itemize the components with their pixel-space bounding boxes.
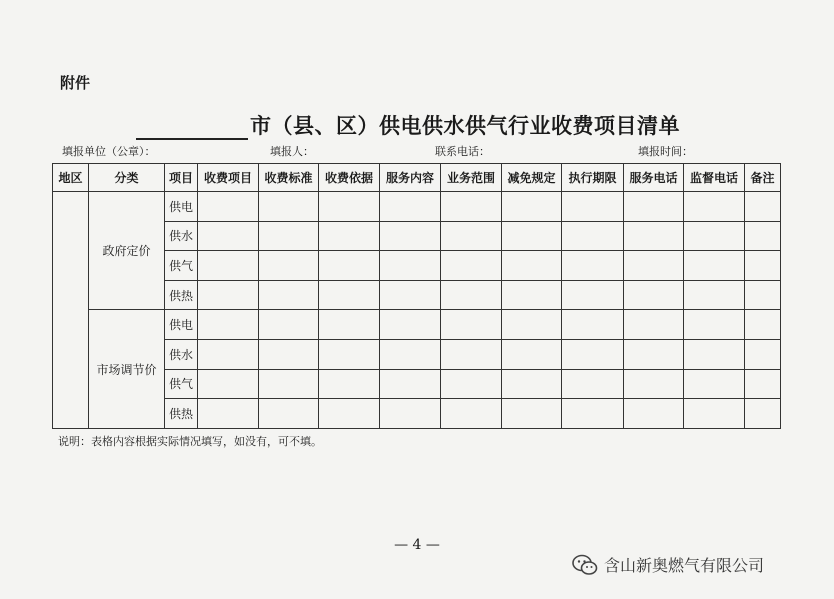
- item-cell: 供热: [165, 280, 198, 310]
- blank-input-cell[interactable]: [745, 280, 781, 310]
- watermark-text: 含山新奥燃气有限公司: [604, 556, 765, 575]
- blank-input-cell[interactable]: [441, 339, 502, 369]
- header-business-scope: 业务范围: [441, 164, 502, 192]
- blank-input-cell[interactable]: [319, 280, 380, 310]
- meta-time: 填报时间：: [638, 145, 693, 158]
- header-fee-item: 收费项目: [198, 164, 259, 192]
- blank-input-cell[interactable]: [562, 280, 624, 310]
- blank-input-cell[interactable]: [198, 399, 259, 429]
- blank-input-cell[interactable]: [684, 399, 745, 429]
- table-header-row: [53, 164, 781, 192]
- header-category: 分类: [89, 164, 165, 192]
- blank-input-cell[interactable]: [502, 399, 562, 429]
- blank-input-cell[interactable]: [624, 221, 684, 251]
- header-period: 执行期限: [562, 164, 624, 192]
- region-cell[interactable]: [53, 192, 89, 429]
- wechat-icon: [572, 554, 598, 576]
- blank-input-cell[interactable]: [319, 339, 380, 369]
- blank-input-cell[interactable]: [745, 221, 781, 251]
- item-cell: 供水: [165, 339, 198, 369]
- blank-input-cell[interactable]: [259, 192, 319, 222]
- blank-input-cell[interactable]: [319, 369, 380, 399]
- table-row: [53, 310, 781, 340]
- blank-input-cell[interactable]: [380, 221, 441, 251]
- blank-input-cell[interactable]: [380, 369, 441, 399]
- header-service-phone: 服务电话: [624, 164, 684, 192]
- category-cell: 政府定价: [89, 192, 165, 310]
- category-cell: 市场调节价: [89, 310, 165, 428]
- blank-input-cell[interactable]: [380, 339, 441, 369]
- blank-input-cell[interactable]: [624, 399, 684, 429]
- header-service-content: 服务内容: [380, 164, 441, 192]
- blank-input-cell[interactable]: [259, 251, 319, 281]
- blank-input-cell[interactable]: [198, 221, 259, 251]
- blank-input-cell[interactable]: [562, 310, 624, 340]
- title-blank-line: [136, 114, 248, 140]
- blank-input-cell[interactable]: [380, 251, 441, 281]
- blank-input-cell[interactable]: [684, 221, 745, 251]
- blank-input-cell[interactable]: [441, 310, 502, 340]
- blank-input-cell[interactable]: [380, 310, 441, 340]
- header-supervision-phone: 监督电话: [684, 164, 745, 192]
- blank-input-cell[interactable]: [259, 310, 319, 340]
- blank-input-cell[interactable]: [319, 192, 380, 222]
- blank-input-cell[interactable]: [441, 221, 502, 251]
- blank-input-cell[interactable]: [624, 192, 684, 222]
- watermark: [572, 553, 764, 576]
- blank-input-cell[interactable]: [502, 339, 562, 369]
- blank-input-cell[interactable]: [745, 369, 781, 399]
- title-row: [136, 108, 680, 140]
- blank-input-cell[interactable]: [198, 339, 259, 369]
- blank-input-cell[interactable]: [441, 399, 502, 429]
- blank-input-cell[interactable]: [502, 280, 562, 310]
- blank-input-cell[interactable]: [441, 251, 502, 281]
- blank-input-cell[interactable]: [441, 192, 502, 222]
- blank-input-cell[interactable]: [684, 280, 745, 310]
- blank-input-cell[interactable]: [745, 192, 781, 222]
- header-remarks: 备注: [745, 164, 781, 192]
- blank-input-cell[interactable]: [684, 251, 745, 281]
- blank-input-cell[interactable]: [562, 399, 624, 429]
- blank-input-cell[interactable]: [259, 339, 319, 369]
- blank-input-cell[interactable]: [259, 221, 319, 251]
- header-item: 项目: [165, 164, 198, 192]
- blank-input-cell[interactable]: [624, 280, 684, 310]
- blank-input-cell[interactable]: [624, 369, 684, 399]
- blank-input-cell[interactable]: [562, 369, 624, 399]
- blank-input-cell[interactable]: [380, 399, 441, 429]
- blank-input-cell[interactable]: [502, 369, 562, 399]
- blank-input-cell[interactable]: [502, 251, 562, 281]
- header-exemption: 减免规定: [502, 164, 562, 192]
- blank-input-cell[interactable]: [198, 369, 259, 399]
- item-cell: 供热: [165, 399, 198, 429]
- blank-input-cell[interactable]: [441, 280, 502, 310]
- blank-input-cell[interactable]: [745, 399, 781, 429]
- blank-input-cell[interactable]: [502, 310, 562, 340]
- item-cell: 供气: [165, 369, 198, 399]
- table-note: 说明：表格内容根据实际情况填写，如没有，可不填。: [58, 435, 322, 448]
- blank-input-cell[interactable]: [745, 310, 781, 340]
- blank-input-cell[interactable]: [259, 280, 319, 310]
- header-fee-basis: 收费依据: [319, 164, 380, 192]
- blank-input-cell[interactable]: [684, 310, 745, 340]
- blank-input-cell[interactable]: [562, 339, 624, 369]
- blank-input-cell[interactable]: [624, 310, 684, 340]
- blank-input-cell[interactable]: [259, 369, 319, 399]
- blank-input-cell[interactable]: [624, 251, 684, 281]
- item-cell: 供气: [165, 251, 198, 281]
- blank-input-cell[interactable]: [562, 251, 624, 281]
- blank-input-cell[interactable]: [198, 251, 259, 281]
- blank-input-cell[interactable]: [198, 192, 259, 222]
- table-row: [53, 192, 781, 222]
- blank-input-cell[interactable]: [502, 221, 562, 251]
- blank-input-cell[interactable]: [319, 221, 380, 251]
- blank-input-cell[interactable]: [684, 369, 745, 399]
- item-cell: 供电: [165, 310, 198, 340]
- blank-input-cell[interactable]: [684, 339, 745, 369]
- item-cell: 供电: [165, 192, 198, 222]
- blank-input-cell[interactable]: [562, 192, 624, 222]
- attachment-label: 附件: [60, 74, 91, 92]
- blank-input-cell[interactable]: [319, 399, 380, 429]
- fee-table: [52, 163, 781, 429]
- blank-input-cell[interactable]: [684, 192, 745, 222]
- blank-input-cell[interactable]: [319, 310, 380, 340]
- blank-input-cell[interactable]: [380, 192, 441, 222]
- page-number: — 4 —: [394, 537, 440, 553]
- blank-input-cell[interactable]: [562, 221, 624, 251]
- blank-input-cell[interactable]: [624, 339, 684, 369]
- blank-input-cell[interactable]: [380, 280, 441, 310]
- blank-input-cell[interactable]: [502, 192, 562, 222]
- page-title: 市（县、区）供电供水供气行业收费项目清单: [250, 114, 680, 138]
- header-fee-standard: 收费标准: [259, 164, 319, 192]
- meta-unit: 填报单位（公章）：: [62, 145, 156, 158]
- meta-phone: 联系电话：: [435, 145, 490, 158]
- blank-input-cell[interactable]: [198, 310, 259, 340]
- item-cell: 供水: [165, 221, 198, 251]
- header-region: 地区: [53, 164, 89, 192]
- blank-input-cell[interactable]: [198, 280, 259, 310]
- meta-person: 填报人：: [270, 145, 314, 158]
- blank-input-cell[interactable]: [441, 369, 502, 399]
- blank-input-cell[interactable]: [259, 399, 319, 429]
- blank-input-cell[interactable]: [319, 251, 380, 281]
- blank-input-cell[interactable]: [745, 251, 781, 281]
- table-body: [53, 192, 781, 429]
- blank-input-cell[interactable]: [745, 339, 781, 369]
